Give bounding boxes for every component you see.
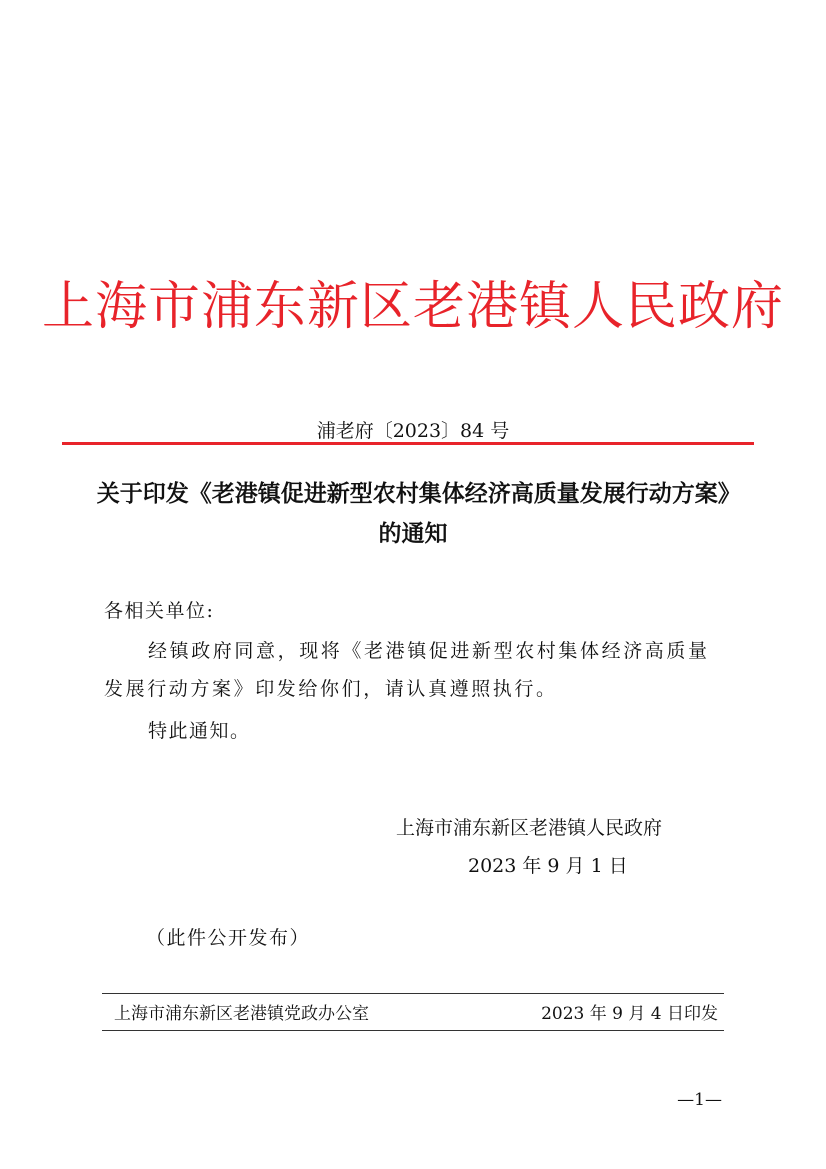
issuer-header-title: 上海市浦东新区老港镇人民政府 (41, 277, 784, 337)
red-divider-line (62, 442, 754, 445)
signature-date: 2023 年 9 月 1 日 (468, 855, 628, 877)
body-paragraph: 经镇政府同意，现将《老港镇促进新型农村集体经济高质量发展行动方案》印发给你们，请认真遵照执行。 (104, 640, 710, 700)
footer-bottom-rule (102, 1030, 724, 1031)
footer-issuing-office: 上海市浦东新区老港镇党政办公室 (114, 1004, 369, 1024)
salutation: 各相关单位: (104, 600, 215, 622)
footer-issue-date: 2023 年 9 月 4 日印发 (541, 1004, 718, 1024)
page-number: —1— (677, 1090, 722, 1110)
public-release-note: （此件公开发布） (146, 927, 311, 949)
document-number: 浦老府〔2023〕84 号 (316, 420, 510, 442)
notice-title: 关于印发《老港镇促进新型农村集体经济高质量发展行动方案》的通知 (96, 481, 730, 547)
footer-top-rule (102, 993, 724, 994)
closing-line: 特此通知。 (148, 720, 251, 742)
signature-organization: 上海市浦东新区老港镇人民政府 (396, 817, 663, 839)
